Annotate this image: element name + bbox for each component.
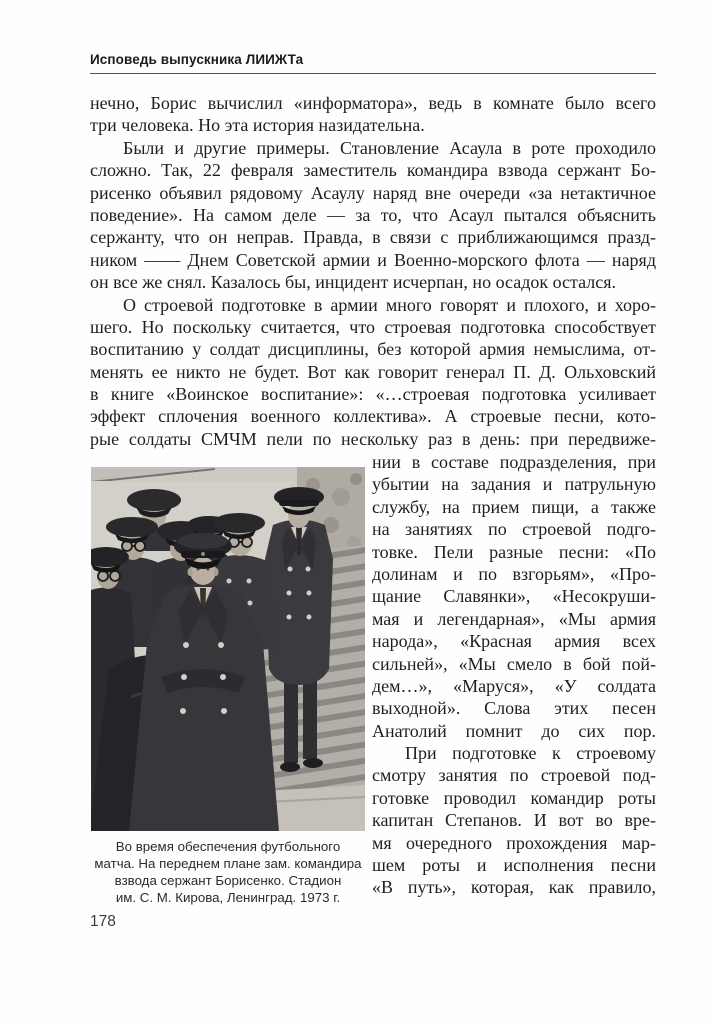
paragraph-1 bbox=[90, 92, 656, 137]
text-line: эффект сплочения военного коллектива». А строевые песни, кото- bbox=[90, 406, 656, 427]
running-header bbox=[90, 52, 656, 74]
text-line: рисенко объявил рядовому Асаулу наряд вне очереди «за нетактичное bbox=[90, 182, 656, 203]
paragraph-3 bbox=[90, 294, 656, 451]
paragraph-4-continuation bbox=[372, 451, 656, 742]
text-line: «В путь», которая, как правило, bbox=[372, 877, 656, 898]
text-line: При подготовке к строевому bbox=[405, 743, 656, 764]
text-line: капитан Степанов. И вот во вре- bbox=[372, 810, 656, 831]
text-line: убытии на задания и патрульную bbox=[372, 474, 656, 495]
text-line: нии в составе подразделения, при bbox=[372, 452, 656, 472]
text-line: воспитанию у солдат дисциплины, без которой армия немыслима, от- bbox=[90, 339, 656, 360]
photo-caption bbox=[91, 838, 365, 906]
text-line: менять ее никто не будет. Вот как говорит генерал П. Д. Ольховский bbox=[90, 361, 656, 382]
photo-military-group-on-stairs bbox=[91, 467, 365, 831]
photo-block bbox=[91, 467, 365, 906]
text-line: шего. Но поскольку считается, что строевая подготовка способствует bbox=[90, 316, 656, 337]
text-line: сержанту, что он неправ. Правда, в связи с приближающимся празд- bbox=[90, 227, 656, 248]
text-line: Во время обеспечения футбольного bbox=[115, 839, 341, 854]
text-line: готовке проводил командир роты bbox=[372, 787, 656, 808]
text-line: долинам и по взгорьям», «Про- bbox=[372, 563, 656, 584]
text-line: взвода сержант Борисенко. Стадион bbox=[114, 873, 342, 888]
text-line: им. С. М. Кирова, Ленинград. 1973 г. bbox=[115, 890, 341, 905]
running-title: Исповедь выпускника ЛИИЖТа bbox=[90, 52, 304, 67]
page-number: 178 bbox=[90, 913, 116, 930]
text-line: щание Славянки», «Несокруши- bbox=[372, 586, 656, 607]
text-line: сложно. Так, 22 февраля заместитель командира взвода сержант Бо- bbox=[90, 160, 656, 181]
body-text-full-width bbox=[90, 92, 656, 450]
text-line: поведение». На самом деле — за то, что Асаул пытался объяснить bbox=[90, 204, 656, 225]
text-line: мая и легендарная», «Мы армия bbox=[372, 608, 656, 629]
text-line: ником —— Днем Советской армии и Военно-морского флота — наряд bbox=[90, 249, 656, 270]
text-line: в книге «Воинское воспитание»: «…строевая подготовка усиливает bbox=[90, 384, 656, 405]
text-line: сильней», «Мы смело в бой пой- bbox=[372, 653, 656, 674]
text-line: на занятиях по строевой подго- bbox=[372, 519, 656, 540]
paragraph-5 bbox=[372, 742, 656, 899]
text-line: матча. На переднем плане зам. командира bbox=[94, 856, 362, 871]
text-line: Были и другие примеры. Становление Асаула в роте проходило bbox=[123, 137, 656, 158]
text-line: выходной». Слова этих песен bbox=[372, 698, 656, 719]
text-line: товке. Пели разные песни: «По bbox=[372, 541, 656, 562]
text-line: нечно, Борис вычислил «информатора», ведь в комнате было всего bbox=[90, 93, 656, 113]
body-text-right-column bbox=[372, 451, 656, 899]
text-line: смотру занятия по строевой под- bbox=[372, 765, 656, 786]
text-line: народа», «Красная армия всех bbox=[372, 631, 656, 652]
text-line: шем роты и исполнения песни bbox=[372, 855, 656, 876]
paragraph-2 bbox=[90, 137, 656, 294]
text-line: Анатолий помнит до сих пор. bbox=[372, 720, 656, 741]
text-line: О строевой подготовке в армии много говорят и плохого, и хоро- bbox=[123, 294, 656, 315]
text-line: три человека. Но эта история назидательна. bbox=[90, 115, 425, 136]
text-line: мя очередного прохождения мар- bbox=[372, 832, 656, 853]
text-line: рые солдаты СМЧМ пели по нескольку раз в день: при передвиже- bbox=[90, 428, 656, 449]
text-line: дем…», «Маруся», «У солдата bbox=[372, 675, 656, 696]
text-line: службу, на прием пищи, а также bbox=[372, 496, 656, 517]
text-line: он все же снял. Казалось бы, инцидент исчерпан, но осадок остался. bbox=[90, 272, 617, 293]
